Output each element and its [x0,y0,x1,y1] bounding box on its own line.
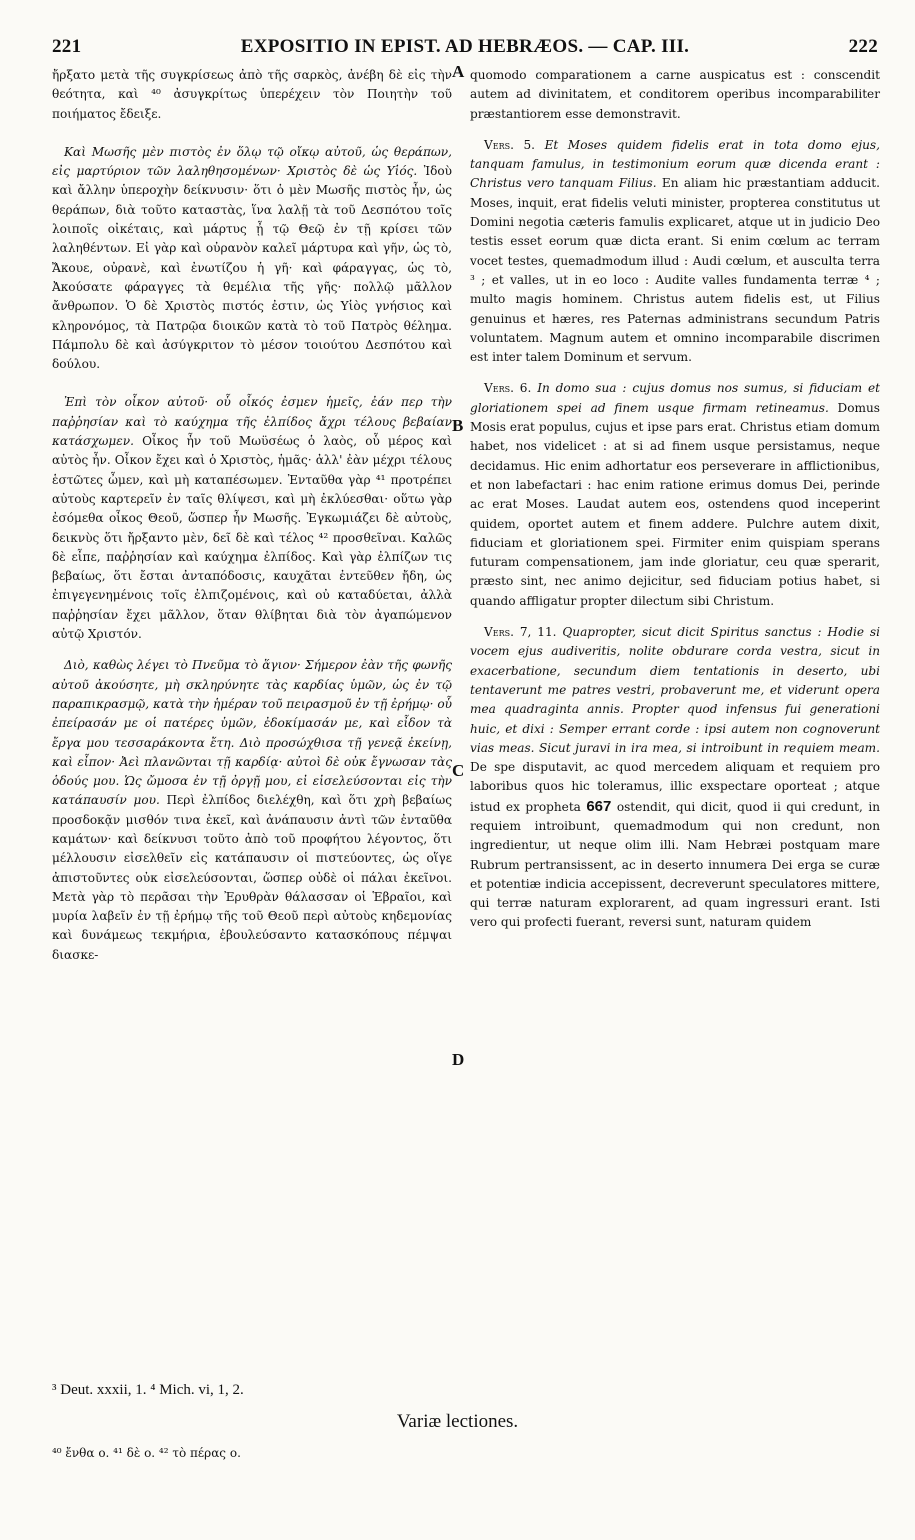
running-title: EXPOSITIO IN EPIST. AD HEBRÆOS. — CAP. III. [240,36,690,57]
margin-letter-d: D [452,1050,465,1069]
latin-commentary-v6: Domus Mosis erat populus, cujus et ipse pars erat. Christus etiam domum habet, nos videlicet : at si ad finem usque persistamus, neque decidamus. Hic enim adhortatur eos perseverare in afflictionibus, et non labefactari : hac enim ratione erimus domus Dei, perinde ac erat Moses. Laudat autem eos, ostendens quod inceperint quidem, oportet autem et finem addere. Pulchre autem dixit, fiduciam et gloriationem spei. Firmiter enim quispiam sperans futuram compensationem, jam inde gloriatur, ceu quæ sperarit, præsto sint, nec animo dejicitur, sed fiduciam potius habet, si quando affligatur propter dilectum sibi Christum. [470,400,880,608]
latin-lemma-v6: In domo sua : cujus domus nos sumus, si fiduciam et gloriationem spei ad finem usque firmam retineamus. [470,381,880,415]
greek-paragraph-2 [52,143,452,375]
greek-commentary-v5: Ἰδοὺ καὶ ἄλλην ὑπεροχὴν δείκνυσιν· ὅτι ὁ μὲν Μωσῆς πιστὸς ἦν, ὡς θεράπων, διὰ τοῦτο καταστὰς, ἵνα λαλῇ τὰ τοῦ Δεσπότου τοῖς λοιποῖς οἰκέταις, καὶ μάρτυς ᾖ τῷ Θεῷ ἐν τῇ κρίσει τῶν λαληθέντων. Εἰ γὰρ καὶ οὐρανὸν καλεῖ μάρτυρα καὶ γῆν, ὡς τὸ, Ἄκουε, οὐρανὲ, καὶ ἐνωτίζου ἡ γῆ· καὶ φάραγγας, ὡς τὸ, Ἀκούσατε φάραγγες τὰ θεμέλια τῆς γῆς· πολλῷ μᾶλλον ἄνθρωπον. Ὁ δὲ Χριστὸς πιστός ἐστιν, ὡς Υἱὸς γνήσιος καὶ κληρονόμος, τὰ Πατρῷα διοικῶν κατὰ τὸ τοῦ Πατρὸς θέλημα. Πάμπολυ δὲ καὶ ἀσύγκριτον τὸ μέσον τοιούτου Δεσπότου καὶ δούλου. [52,164,452,372]
latin-paragraph-v7 [470,623,880,933]
greek-paragraph-1: ἤρξατο μετὰ τῆς συγκρίσεως ἀπὸ τῆς σαρκὸς, ἀνέβη δὲ εἰς τὴν θεότητα, καὶ ⁴⁰ ἀσυγκρίτως ὑπερέχειν τὸν Ποιητὴν τοῦ ποιήματος ἔδειξε. [52,68,452,121]
greek-commentary-v6: Οἶκος ἦν τοῦ Μωϋσέως ὁ λαὸς, οὗ μέρος καὶ αὐτὸς ἦν. Οἶκον ἔχει καὶ ὁ Χριστὸς, ἡμᾶς· ἀλλ' ἐὰν μέχρι τέλους ἑστῶτες ὦμεν, καὶ μὴ καταπέσωμεν. Ἐνταῦθα γὰρ ⁴¹ προτρέπει αὐτοὺς καρτερεῖν ἐν ταῖς θλίψεσι, καὶ μὴ ἐκλύεσθαι· οὕτω γὰρ ἐσόμεθα οἶκος Θεοῦ, ὥσπερ ἦν Μωσῆς. Ἐγκωμιάζει δὲ αὐτοὺς, δεικνὺς ὅτι ἤρξαντο μὲν, δεῖ δὲ καὶ τέλος ⁴² προσθεῖναι. Καλῶς δὲ εἶπε, παῤῥησίαν καὶ καύχημα ἐλπίδος. Καὶ γὰρ ἐλπίζων τις βεβαίως, ὅτι ἔσται ἀνταπόδοσις, καυχᾶται ἐντεῦθεν ἤδη, ὡς ἐπιγεγενημένοις τοῖς ἐλπιζομένοις, καὶ οὐ καταδύεται, ἀλλὰ παῤῥησίαν ἔχει μᾶλλον, ὅταν θλίβηται διὰ τὸν ἀγαπώμενον αὐτῷ Χριστόν. [52,434,452,642]
variae-lectiones-list: ⁴⁰ ἔνθα ο. ⁴¹ δὲ ο. ⁴² τὸ πέρας ο. [52,1446,241,1460]
greek-lemma-v7: Διὸ, καθὼς λέγει τὸ Πνεῦμα τὸ ἅγιον· Σήμερον ἐὰν τῆς φωνῆς αὐτοῦ ἀκούσητε, μὴ σκληρύνητε τὰς καρδίας ὑμῶν, ὡς ἐν τῷ παραπικρασμῷ, κατὰ τὴν ἡμέραν τοῦ πειρασμοῦ ἐν τῇ ἐρήμῳ· οὗ ἐπείρασάν με οἱ πατέρες ὑμῶν, ἐδοκίμασάν με, καὶ εἶδον τὰ ἔργα μου τεσσαράκοντα ἔτη. Διὸ προσώχθισα τῇ γενεᾷ ἐκείνῃ, καὶ εἶπον· Ἀεὶ πλανῶνται τῇ καρδίᾳ· αὐτοὶ δὲ οὐκ ἔγνωσαν τὰς ὁδούς μου. Ὡς ὤμοσα ἐν τῇ ὀργῇ μου, εἰ εἰσελεύσονται εἰς τὴν κατάπαυσίν μου. [52,658,452,808]
verse-label-6: Vers. 6. [484,381,532,396]
margin-letter-a: A [452,62,465,81]
margin-letter-b: B [452,416,464,435]
greek-paragraph-3 [52,393,452,644]
verse-label-5: Vers. 5. [484,137,536,152]
margin-letter-c: C [452,761,465,780]
latin-paragraph-v5 [470,136,880,368]
edition-page-number: 667 [586,797,612,815]
greek-lemma-v6: Ἐπὶ τὸν οἶκον αὐτοῦ· οὗ οἶκός ἐσμεν ἡμεῖς, ἐάν περ τὴν παῤῥησίαν καὶ τὸ καύχημα τῆς ἐλπίδος ἄχρι τέλους βεβαίαν κατάσχωμεν. [52,395,452,449]
variae-lectiones-title: Variæ lectiones. [396,1411,519,1432]
greek-commentary-v7: Περὶ ἐλπίδος διελέχθη, καὶ ὅτι χρὴ βεβαίως προσδοκᾷν μισθόν τινα ἐκεῖ, καὶ ἀνάπαυσιν ἀντὶ τῶν ἐνταῦθα καμάτων· καὶ δείκνυσι τοῦτο ἀπὸ τοῦ προφήτου λέγοντος, ὅτι μέλλουσιν εἰσελθεῖν εἰς κατάπαυσιν οἱ πιστεύοντες, ὡς οἵγε ἀπιστοῦντες οὐκ εἰσελεύσονται, ὥσπερ οὐδὲ οἱ πάλαι ἐκεῖνοι. Μετὰ γὰρ τὸ περᾶσαι τὴν Ἐρυθρὰν θάλασσαν οἱ Ἑβραῖοι, καὶ μυρία λαβεῖν ἐν τῇ ἐρήμῳ τῆς τοῦ Θεοῦ περὶ αὐτοὺς κηδεμονίας καὶ δυνάμεως τεκμήρια, ἐβουλεύσαντο κατασκόπους πέμψαι διασκε- [52,793,453,962]
latin-column [470,66,880,933]
latin-commentary-v7a: De spe disputavit, ac quod mercedem aliquam et requiem pro laboribus quos hic toleramus, illic exspectare oporteat ; atque istud ex propheta [470,760,880,814]
footnotes: ³ Deut. xxxii, 1. ⁴ Mich. vi, 1, 2. [52,1382,244,1398]
verse-label-7: Vers. 7, 11. [484,625,557,640]
latin-paragraph-1: quomodo comparationem a carne auspicatus est : conscendit autem ad divinitatem, et conditorem operibus incomparabiliter præstantiorem esse demonstravit. [470,68,880,121]
greek-column [52,66,452,965]
running-header [52,36,878,62]
latin-commentary-v7b: ostendit, qui dicit, quod ii qui credunt, in requiem introibunt, quemadmodum qui non credunt, non ingredientur, ut neque olim illi. Nam Hebræi postquam mare Rubrum pertransissent, ac in deserto innumera Dei erga se curæ et potentiæ indicia accepissent, decreverunt speculatores mittere, qui terræ naturam explorarent, ad quam ingressuri erant. Isti vero qui profecti fuerant, reversi sunt, naturam quidem [470,799,880,930]
page-number-right: 222 [848,36,878,57]
latin-lemma-v5: Et Moses quidem fidelis erat in tota domo ejus, tanquam famulus, in testimonium eorum quæ dicenda erant : Christus vero tanquam Filius. [470,137,880,191]
greek-lemma-v5: Καὶ Μωσῆς μὲν πιστὸς ἐν ὅλῳ τῷ οἴκῳ αὐτοῦ, ὡς θεράπων, εἰς μαρτύριον τῶν λαληθησομένων· Χριστὸς δὲ ὡς Υἱός. [52,144,452,179]
greek-paragraph-4 [52,656,452,965]
latin-lemma-v7: Quapropter, sicut dicit Spiritus sanctus : Hodie si vocem ejus audiveritis, nolite obdurare corda vestra, sicut in exacerbatione, secundum diem tentationis in deserto, ubi tentaverunt me patres vestri, probaverunt me, et viderunt opera mea quadraginta annis. Propter quod infensus fui generationi huic, et dixi : Semper errant corde : ipsi autem non cognoverunt vias meas. Sicut juravi in ira mea, si introibunt in requiem meam. [470,625,880,755]
latin-commentary-v5: En aliam hic præstantiam adducit. Moses, inquit, erat fidelis veluti minister, propterea constitutus ut Domini negotia cæteris famulis explicaret, atque ut in judicio Deo testis esset eorum quæ dicta erant. Si enim cœlum ac terram vocet testes, quemadmodum illud : Audi cœlum, et ausculta terra ³ ; et valles, ut in eo loco : Audite valles fundamenta terræ ⁴ ; multo magis hominem. Christus autem fidelis est, ut Filius genuinus et hæres, res Paternas administrans secundum Patris voluntatem. Magnum autem et omnino incomparabile discrimen est inter talem Dominum et servum. [470,176,880,365]
page-number-left: 221 [52,36,82,57]
latin-paragraph-v6 [470,379,880,611]
